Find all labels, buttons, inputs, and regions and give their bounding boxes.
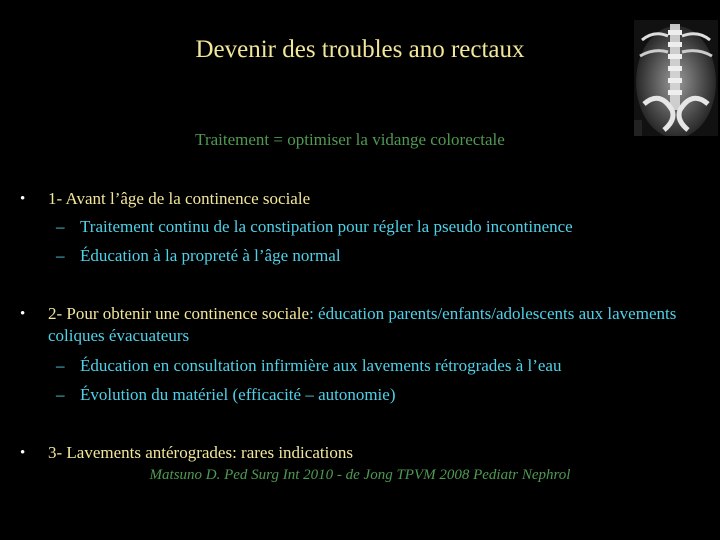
bullet-marker: • — [20, 191, 26, 207]
bullet-marker: • — [20, 445, 26, 461]
sub-bullet-marker: – — [56, 385, 65, 404]
bullet-text: 3- Lavements antérogrades: rares indications — [48, 443, 353, 462]
bullet-marker: • — [20, 306, 26, 322]
slide-subtitle: Traitement = optimiser la vidange colorectale — [195, 130, 505, 149]
sub-bullet-marker: – — [56, 246, 65, 265]
sub-bullet-text: Traitement continu de la constipation pour régler la pseudo incontinence — [80, 217, 573, 236]
sub-bullet-text: Éducation en consultation infirmière aux lavements rétrogrades à l’eau — [80, 356, 562, 375]
bullet-text-part2: : éducation parents/enfants/adolescents aux lavements coliques évacuateurs — [48, 304, 677, 345]
sub-bullet-text: Éducation à la propreté à l’âge normal — [80, 246, 341, 265]
sub-bullet-marker: – — [56, 356, 65, 375]
bullet-text-part1: 2- Pour obtenir une continence sociale — [48, 304, 310, 323]
sub-bullet-marker: – — [56, 217, 65, 236]
bullet-text: 1- Avant l’âge de la continence sociale — [48, 189, 311, 208]
abdominal-xray-image — [634, 20, 718, 136]
sub-bullet-text: Évolution du matériel (efficacité – autonomie) — [80, 385, 396, 404]
bullet-text — [48, 303, 698, 347]
slide-title: Devenir des troubles ano rectaux — [195, 36, 525, 63]
reference-citation: Matsuno D. Ped Surg Int 2010 - de Jong TPVM 2008 Pediatr Nephrol — [149, 467, 571, 483]
xray-icon — [634, 20, 718, 136]
